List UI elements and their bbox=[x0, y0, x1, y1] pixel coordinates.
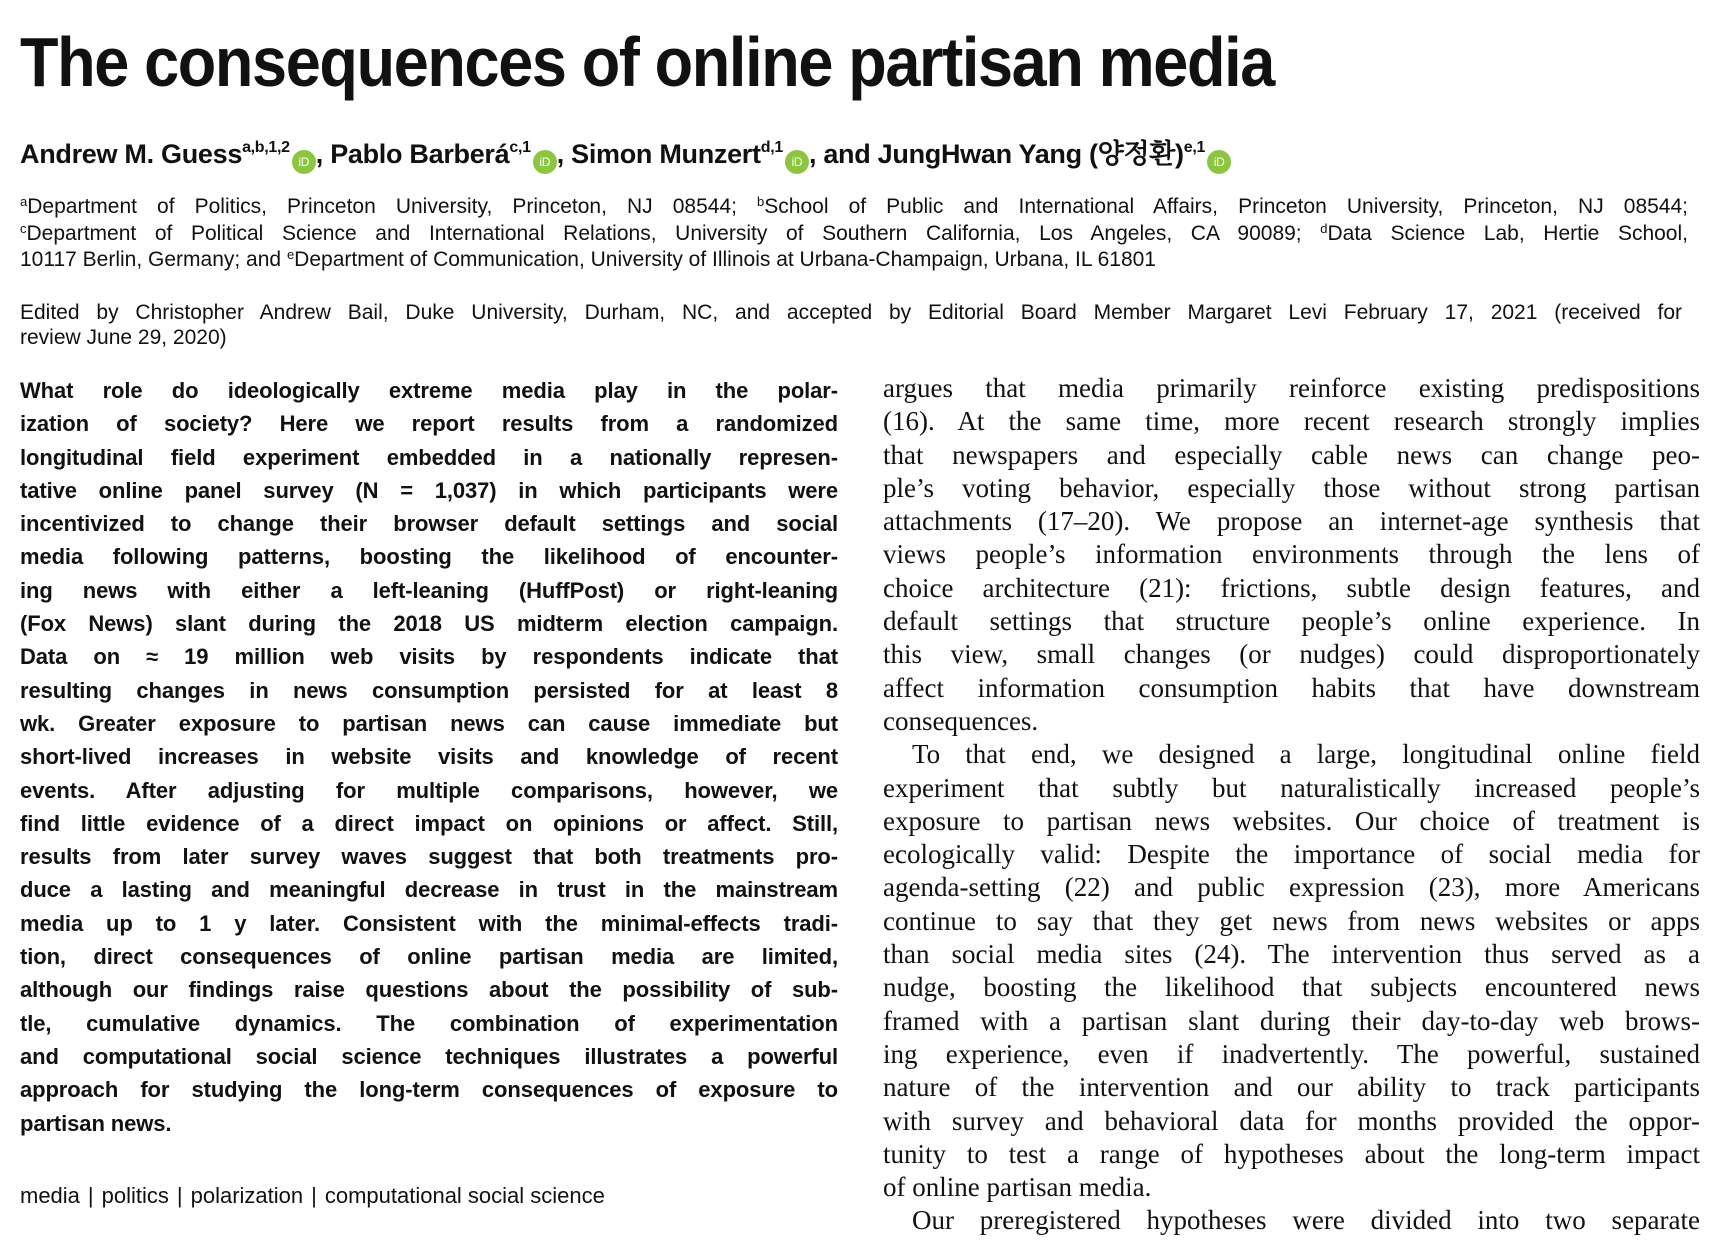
author-affiliation-marks: e,1 bbox=[1183, 139, 1206, 156]
author-name[interactable]: Simon Munzert bbox=[571, 139, 761, 169]
abstract-line: longitudinal field experiment embedded in a nationally represen- bbox=[20, 444, 838, 470]
affiliation-mark: c bbox=[20, 220, 27, 236]
body-line: nudge, boosting the likelihood that subjects encountered news bbox=[883, 972, 1700, 1003]
keyword[interactable]: computational social science bbox=[324, 1183, 605, 1208]
abstract-line: results from later survey waves suggest that both treatments pro- bbox=[20, 844, 838, 870]
author-name[interactable]: Pablo Barberá bbox=[330, 139, 510, 169]
author-affiliation-marks: c,1 bbox=[509, 139, 531, 156]
affiliation-text: Data Science Lab, Hertie School, bbox=[1327, 221, 1688, 245]
body-paragraph bbox=[883, 372, 1700, 738]
abstract-line: incentivized to change their browser default settings and social bbox=[20, 511, 838, 537]
abstract-line: partisan news. bbox=[20, 1110, 172, 1136]
body-paragraph bbox=[883, 1204, 1700, 1237]
body-line: ple’s voting behavior, especially those without strong partisan bbox=[883, 472, 1700, 503]
editor-note-line: Edited by Christopher Andrew Bail, Duke University, Durham, NC, and accepted by Editorial Board Member Margaret Levi February 17, 2021 (received for bbox=[20, 301, 1682, 324]
affiliation-text: Department of Political Science and International Relations, University of Southern California, Los Angeles, CA 90089; bbox=[26, 221, 1321, 245]
body-line: tunity to test a range of hypotheses about the long-term impact bbox=[883, 1138, 1700, 1169]
body-line: that newspapers and especially cable news can change peo- bbox=[883, 439, 1700, 470]
affiliation-mark: e bbox=[286, 247, 295, 262]
body-line: argues that media primarily reinforce existing predispositions bbox=[883, 373, 1700, 403]
abstract-line: (Fox News) slant during the 2018 US midterm election campaign. bbox=[20, 611, 838, 637]
author-name[interactable]: Andrew M. Guess bbox=[20, 139, 243, 169]
body-line: default settings that structure people’s online experience. In bbox=[883, 606, 1700, 637]
body-paragraph bbox=[883, 738, 1700, 1204]
abstract bbox=[20, 374, 838, 1140]
abstract-line: resulting changes in news consumption persisted for at least 8 bbox=[20, 677, 838, 703]
abstract-line: ing news with either a left-leaning (HuffPost) or right-leaning bbox=[20, 577, 838, 603]
keyword[interactable]: politics bbox=[101, 1183, 169, 1208]
abstract-line: What role do ideologically extreme media play in the polar- bbox=[20, 378, 838, 403]
author-separator: , bbox=[315, 139, 331, 169]
abstract-line: find little evidence of a direct impact on opinions or affect. Still, bbox=[20, 810, 838, 836]
affiliation-text: School of Public and International Affairs, Princeton University, Princeton, NJ 08544; bbox=[764, 195, 1688, 218]
orcid-icon[interactable]: iD bbox=[785, 150, 809, 174]
body-line: To that end, we designed a large, longitudinal online field bbox=[912, 739, 1700, 770]
orcid-icon[interactable]: iD bbox=[533, 150, 557, 174]
abstract-line: media up to 1 y later. Consistent with the minimal-effects tradi- bbox=[20, 910, 838, 936]
abstract-line: tle, cumulative dynamics. The combination of experimentation bbox=[20, 1010, 838, 1036]
abstract-line: wk. Greater exposure to partisan news can cause immediate but bbox=[20, 710, 838, 736]
affiliation-text: Department of Politics, Princeton University, Princeton, NJ 08544; bbox=[27, 195, 758, 218]
abstract-line: media following patterns, boosting the likelihood of encounter- bbox=[20, 544, 838, 570]
body-line: consequences. bbox=[883, 705, 1039, 736]
abstract-line: although our findings raise questions about the possibility of sub- bbox=[20, 977, 838, 1003]
body-line: (16). At the same time, more recent research strongly implies bbox=[883, 406, 1700, 437]
body-text bbox=[883, 372, 1700, 1238]
body-line: with survey and behavioral data for months provided the oppor- bbox=[883, 1105, 1700, 1136]
abstract-line: tative online panel survey (N = 1,037) in which participants were bbox=[20, 477, 838, 503]
affiliation-text: Department of Communication, University of Illinois at Urbana-Champaign, Urbana, IL 61801 bbox=[294, 248, 1156, 271]
abstract-line: short-lived increases in website visits and knowledge of recent bbox=[20, 744, 838, 770]
affiliation-mark: d bbox=[1320, 220, 1328, 236]
keyword[interactable]: polarization bbox=[190, 1183, 304, 1208]
body-line: than social media sites (24). The intervention thus served as a bbox=[883, 939, 1700, 970]
author-affiliation-marks: a,b,1,2 bbox=[242, 139, 290, 156]
body-line: framed with a partisan slant during their day-to-day web brows- bbox=[883, 1005, 1700, 1036]
affiliation-mark: b bbox=[757, 194, 765, 209]
body-line: views people’s information environments through the lens of bbox=[883, 539, 1700, 570]
article-title: The consequences of online partisan media bbox=[20, 23, 1274, 101]
affiliations bbox=[20, 194, 1688, 274]
author-name[interactable]: JungHwan Yang (양정환) bbox=[877, 139, 1184, 169]
affiliation-line bbox=[20, 247, 1688, 274]
body-line: ecologically valid: Despite the importance of social media for bbox=[883, 839, 1700, 870]
body-line: nature of the intervention and our ability to track participants bbox=[883, 1072, 1700, 1103]
orcid-icon[interactable]: iD bbox=[292, 150, 316, 174]
abstract-line: Data on ≈ 19 million web visits by respondents indicate that bbox=[20, 644, 838, 670]
body-line: attachments (17–20). We propose an internet-age synthesis that bbox=[883, 506, 1700, 537]
editor-note bbox=[20, 300, 1682, 350]
orcid-icon[interactable]: iD bbox=[1207, 150, 1231, 174]
keyword[interactable]: media bbox=[20, 1183, 80, 1208]
body-line: continue to say that they get news from news websites or apps bbox=[883, 905, 1700, 936]
body-line: affect information consumption habits that have downstream bbox=[883, 672, 1700, 703]
keyword-separator: | bbox=[176, 1183, 183, 1208]
body-line: agenda-setting (22) and public expression (23), more Americans bbox=[883, 872, 1700, 903]
body-line: this view, small changes (or nudges) could disproportionately bbox=[883, 639, 1700, 670]
author-list bbox=[20, 132, 1231, 174]
editor-note-line: review June 29, 2020) bbox=[20, 326, 227, 349]
body-line: exposure to partisan news websites. Our choice of treatment is bbox=[883, 805, 1700, 836]
body-line: of online partisan media. bbox=[883, 1172, 1152, 1203]
abstract-line: tion, direct consequences of online partisan media are limited, bbox=[20, 944, 838, 970]
affiliation-text: 10117 Berlin, Germany; and bbox=[20, 248, 287, 271]
keyword-separator: | bbox=[311, 1183, 317, 1208]
abstract-line: events. After adjusting for multiple comparisons, however, we bbox=[20, 777, 838, 803]
body-line: Our preregistered hypotheses were divided into two separate bbox=[912, 1205, 1700, 1236]
affiliation-line bbox=[20, 194, 1688, 221]
body-line: experiment that subtly but naturalistically increased people’s bbox=[883, 772, 1700, 803]
body-line: choice architecture (21): frictions, subtle design features, and bbox=[883, 572, 1700, 603]
body-line: ing experience, even if inadvertently. The powerful, sustained bbox=[883, 1038, 1700, 1069]
abstract-line: approach for studying the long-term consequences of exposure to bbox=[20, 1077, 838, 1103]
affiliation-mark: a bbox=[20, 194, 28, 209]
author-separator: , bbox=[556, 139, 572, 169]
keyword-separator: | bbox=[87, 1183, 94, 1208]
abstract-line: duce a lasting and meaningful decrease in trust in the mainstream bbox=[20, 877, 838, 903]
keywords bbox=[20, 1183, 605, 1209]
affiliation-line bbox=[20, 221, 1688, 248]
author-separator: , and bbox=[808, 139, 878, 169]
author-affiliation-marks: d,1 bbox=[760, 139, 783, 156]
abstract-line: ization of society? Here we report results from a randomized bbox=[20, 411, 838, 437]
abstract-line: and computational social science techniques illustrates a powerful bbox=[20, 1043, 838, 1069]
